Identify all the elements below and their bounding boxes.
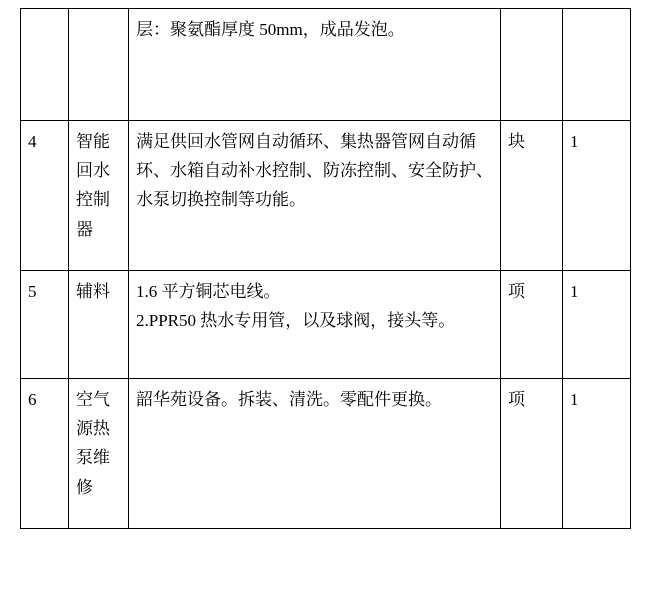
cell-description xyxy=(129,379,501,529)
cell-unit: 项 xyxy=(501,379,563,529)
document-page xyxy=(0,8,650,613)
specification-table xyxy=(20,8,631,529)
cell-quantity xyxy=(563,9,631,121)
cell-serial-number: 4 xyxy=(21,121,69,271)
cell-serial-number xyxy=(21,9,69,121)
cell-description xyxy=(129,271,501,379)
cell-quantity: 1 xyxy=(563,379,631,529)
cell-description xyxy=(129,9,501,121)
cell-item-name xyxy=(69,9,129,121)
cell-item-name: 辅料 xyxy=(69,271,129,379)
table-row xyxy=(21,9,631,121)
description-line: 1.6 平方铜芯电线。 xyxy=(136,282,281,301)
description-line: 满足供回水管网自动循环、集热器管网自动循环、水箱自动补水控制、防冻控制、安全防护、水泵切换控制等功能。 xyxy=(136,132,493,210)
cell-serial-number: 5 xyxy=(21,271,69,379)
description-line: 2.PPR50 热水专用管，以及球阀，接头等。 xyxy=(136,311,456,331)
cell-quantity: 1 xyxy=(563,271,631,379)
cell-unit: 项 xyxy=(501,271,563,379)
cell-description xyxy=(129,121,501,271)
description-line: 层：聚氨酯厚度 50mm，成品发泡。 xyxy=(136,20,405,39)
cell-serial-number: 6 xyxy=(21,379,69,529)
cell-unit: 块 xyxy=(501,121,563,271)
cell-quantity: 1 xyxy=(563,121,631,271)
cell-item-name: 空气源热泵维修 xyxy=(69,379,129,529)
table-row xyxy=(21,121,631,271)
cell-item-name: 智能回水控制器 xyxy=(69,121,129,271)
table-row xyxy=(21,379,631,529)
cell-unit xyxy=(501,9,563,121)
table-row xyxy=(21,271,631,379)
description-line: 韶华苑设备。拆装、清洗。零配件更换。 xyxy=(136,390,442,409)
